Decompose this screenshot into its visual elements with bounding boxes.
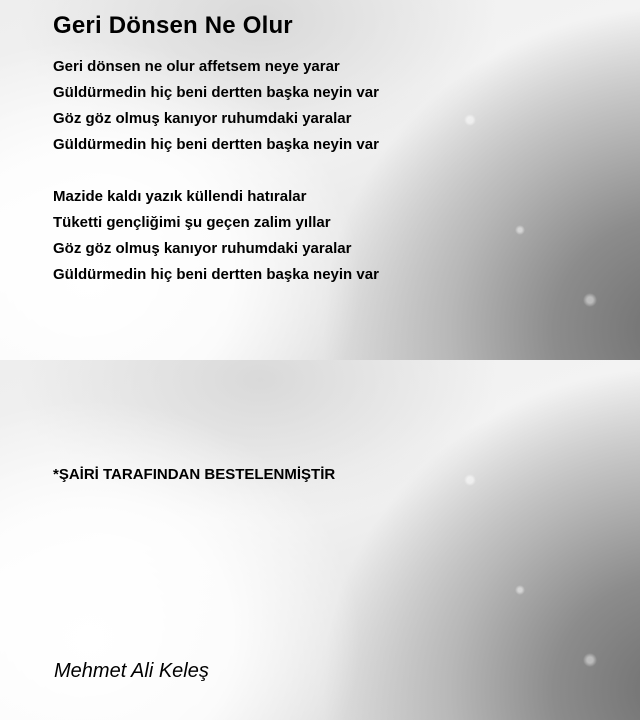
poem-line: Mazide kaldı yazık küllendi hatıralar — [53, 188, 307, 205]
poem-page-bottom — [0, 360, 640, 720]
poem-line: Güldürmedin hiç beni dertten başka neyin var — [53, 84, 379, 101]
stanza-1 — [53, 54, 379, 158]
poem-line: Geri dönsen ne olur affetsem neye yarar — [53, 58, 340, 75]
stanza-2 — [53, 184, 379, 288]
poem-line: Tüketti gençliğimi şu geçen zalim yıllar — [53, 214, 331, 231]
author-name: Mehmet Ali Keleş — [54, 660, 209, 682]
poem-line: Göz göz olmuş kanıyor ruhumdaki yaralar — [53, 110, 352, 127]
poem-title: Geri Dönsen Ne Olur — [53, 12, 293, 39]
poem-line: Güldürmedin hiç beni dertten başka neyin var — [53, 136, 379, 153]
poem-line: Güldürmedin hiç beni dertten başka neyin var — [53, 266, 379, 283]
poem-line: Göz göz olmuş kanıyor ruhumdaki yaralar — [53, 240, 352, 257]
composition-note: *ŞAİRİ TARAFINDAN BESTELENMİŞTİR — [53, 466, 336, 483]
